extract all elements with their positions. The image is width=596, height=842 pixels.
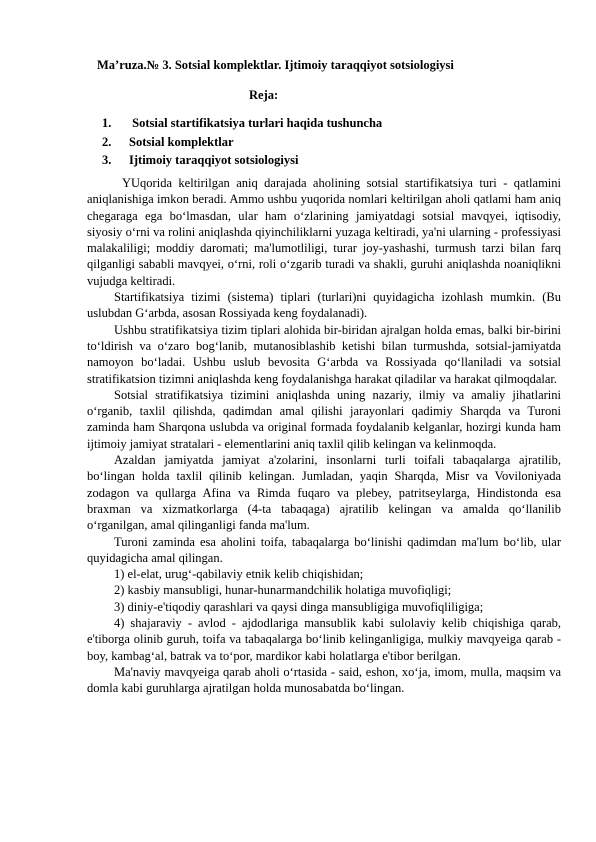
plan-list [102,114,382,170]
plan-item-text: Sotsial komplektlar [129,134,234,149]
list-item: 4) shajaraviy - avlod - ajdodlariga mansublik kabi sulolaviy kelib chiqishiga qarab, e'tiborga olinib guruh, toifa va tabaqalarga bo‘linib kelinganligiga, mulkiy mavqyeiga qarab - boy, kambag‘al, batrak va to‘por, mardikor kabi holatlarga e'tibor berilgan. [87,616,561,663]
plan-item-text: Ijtimoiy taraqqiyot sotsiologiysi [129,153,299,167]
list-item: 1) el-elat, urug‘-qabilaviy etnik kelib chiqishidan; [114,567,364,582]
plan-item [102,133,382,152]
plan-heading: Reja: [249,88,279,102]
list-item: 2) kasbiy mansubligi, hunar-hunarmandchilik holatiga muvofiqligi; [114,583,452,598]
body-paragraph: Ushbu stratifikatsiya tizim tiplari alohida bir-biridan ajralgan holda emas, balki bir-birini to‘ldirish va o‘zaro bog‘lanib, mutanosiblashib ketishi bilan turmushda, sotsial-jamiyatda namoyon bo‘ladai. Ushbu uslub bevosita G‘arbda va Rossiyada qo‘llaniladi va sotsial stratifikatsion tizimni aniqlashda keng foydalanishga harakat qiladilar va harakat qilmoqdalar. [87,322,561,386]
plan-item [102,114,382,133]
closing-paragraph: Ma'naviy mavqyeiga qarab aholi o‘rtasida - said, eshon, xo‘ja, imom, mulla, maqsim va domla kabi guruhlarga ajratilgan holda munosabatda bo‘lingan. [87,664,561,696]
body-paragraph: Sotsial stratifikatsiya tizimini aniqlashda uning nazariy, ilmiy va amaliy jihatlarini o‘rganib, taxlil qilishda, qadimdan amal qilishi jarayonlari qadimiy Sharqda va Turoni zaminda ham Sharqona uslubda va original formada foydalanib kelganlar, hozirgi kunda ham ijtimoiy jamiyat stratalari - elementlarini aniq taxlil qilib kelingan va kelinmoqda. [87,387,561,451]
lecture-title: Ma’ruza.№ 3. Sotsial komplektlar. Ijtimoiy taraqqiyot sotsiologiysi [97,58,454,72]
body-paragraph: Turoni zaminda esa aholini toifa, tabaqalarga bo‘linishi qadimdan ma'lum bo‘lib, ular quyidagicha amal qilingan. [87,534,561,565]
plan-item-text: Sotsial startifikatsiya turlari haqida tushuncha [129,116,383,130]
body-paragraph: YUqorida keltirilgan aniq darajada aholining sotsial startifikatsiya turi - qatlamini aniqlanishiga imkon beradi. Ammo ushbu yuqorida nomlari keltirilgan aholi qatlami ham aniq chegaraga ega bo‘lmasdan, ular ham o‘zlarining jamiyatdagi sotsial mavqyei, iqtisodiy, siyosiy o‘rni va rolini aniqlashda qiyinchiliklarni yuzaga keltiradi, ya'ni ularning - professiyasi malakaliligi; moddiy daromati; ma'lumotliligi, turar joy-yashashi, turmush tarzi bilan farq qilganligi sababli mavqyei, o‘rni, roli o‘zgarib turadi va shakli, guruhi aniqlashda noaniqlikni vujudga keltiradi. [87,176,561,288]
list-item: 3) diniy-e'tiqodiy qarashlari va qaysi dinga mansubligiga muvofiqliligiga; [114,599,484,614]
body-paragraph: Startifikatsiya tizimi (sistema) tiplari (turlari)ni quyidagicha izohlash mumkin. (Bu uslubdan G‘arbda, asosan Rossiyada keng foydalanadi). [87,290,561,321]
body-text [87,175,561,697]
body-paragraph: Azaldan jamiyatda jamiyat a'zolarini, insonlarni turli toifali tabaqalarga ajratilib, bo‘lingan holda taxlil qilinib kelingan. Jumladan, yaqin Sharqda, Misr va Voviloniyada zodagon va qullarga Afina va Rimda fuqaro va plebey, patritseylarga, Hindistonda esa braxman va xizmatkorlarga (4-ta tabaqaga) ajratilib kelingan va amalda qo‘llanilib o‘rganilgan, amal qilinganligi fanda ma'lum. [87,453,561,533]
plan-item-number: 3. [102,153,112,167]
plan-item-number: 1. [102,116,112,130]
plan-item-number: 2. [102,134,112,149]
plan-item [102,151,382,170]
